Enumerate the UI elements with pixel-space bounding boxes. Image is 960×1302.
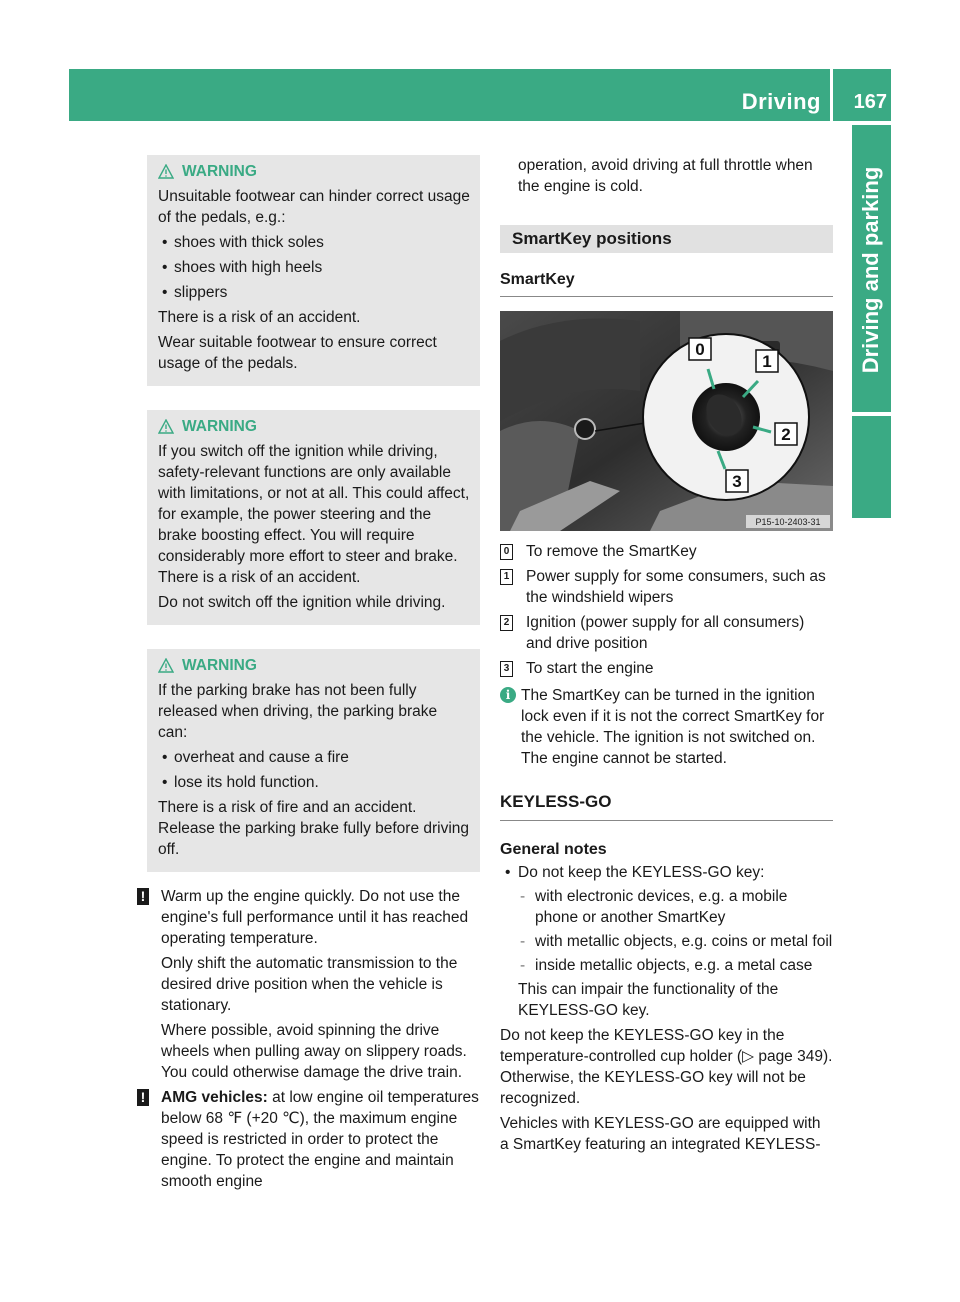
- section-heading-keyless-go: KEYLESS-GO: [500, 791, 833, 821]
- continued-text: operation, avoid driving at full throttle when the engine is cold.: [518, 157, 813, 195]
- bullet-item: • overheat and cause a fire: [158, 747, 470, 768]
- warning-text: There is a risk of fire and an accident. Release the parking brake fully before driving off.: [158, 799, 470, 858]
- callout-1: 1: [762, 352, 772, 371]
- position-number: 3: [500, 661, 513, 677]
- exclamation-icon: !: [137, 1089, 149, 1106]
- position-number: 0: [500, 544, 513, 560]
- info-icon: i: [500, 687, 516, 703]
- warning-box: [147, 155, 480, 386]
- warning-text: Wear suitable footwear to ensure correct usage of the pedals.: [158, 334, 437, 372]
- dash-item: - inside metallic objects, e.g. a metal case: [500, 955, 833, 976]
- bullet-item: • shoes with thick soles: [158, 232, 470, 253]
- list-item: [500, 658, 833, 679]
- list-item: [500, 541, 833, 562]
- position-text: To start the engine: [526, 660, 654, 677]
- list-item: [500, 566, 833, 608]
- callout-2: 2: [781, 425, 791, 444]
- info-text: The SmartKey can be turned in the ignition lock even if it is not the correct SmartKey for the vehicle. The ignition is not switched on. The engine cannot be started.: [521, 687, 825, 767]
- warning-box: [147, 649, 480, 872]
- bullet-item: • lose its hold function.: [158, 772, 470, 793]
- figure-code: P15-10-2403-31: [755, 517, 821, 527]
- warning-text: There is a risk of an accident.: [158, 309, 361, 326]
- position-number: 2: [500, 615, 513, 631]
- note-text: Only shift the automatic transmission to the desired drive position when the vehicle is stationary.: [161, 955, 458, 1014]
- warning-title: WARNING: [182, 418, 257, 435]
- caution-note: [137, 1087, 480, 1192]
- warning-triangle-icon: [158, 419, 174, 434]
- bullet-item: • slippers: [158, 282, 470, 303]
- header-separator: [830, 69, 833, 121]
- body-text: This can impair the functionality of the KEYLESS-GO key.: [518, 981, 779, 1019]
- chapter-tab-label: Driving and parking: [858, 166, 883, 374]
- right-column: [500, 155, 833, 1159]
- note-bold-label: AMG vehicles:: [161, 1089, 268, 1106]
- warning-lead: Unsuitable footwear can hinder correct usage of the pedals, e.g.:: [158, 188, 470, 226]
- subheading-general-notes: General notes: [500, 841, 607, 858]
- exclamation-icon: !: [137, 888, 149, 905]
- position-text: Ignition (power supply for all consumers) and drive position: [526, 614, 805, 652]
- left-column: [140, 155, 480, 1196]
- list-item: [500, 612, 833, 654]
- callout-0: 0: [695, 340, 705, 359]
- dash-item: - with electronic devices, e.g. a mobile phone or another SmartKey: [500, 886, 833, 928]
- bullet-item: • Do not keep the KEYLESS-GO key:: [500, 862, 833, 883]
- dash-item: - with metallic objects, e.g. coins or metal foil: [500, 931, 833, 952]
- note-text: Where possible, avoid spinning the drive wheels when pulling away on slippery roads. You could otherwise damage the drive train.: [161, 1022, 467, 1081]
- note-text: Warm up the engine quickly. Do not use the engine's full performance until it has reached operating temperature.: [161, 888, 469, 947]
- subheading: SmartKey: [500, 269, 833, 297]
- position-number: 1: [500, 569, 513, 585]
- warning-title: WARNING: [182, 163, 257, 180]
- bullet-item: • shoes with high heels: [158, 257, 470, 278]
- page-header: [69, 69, 891, 121]
- callout-3: 3: [732, 472, 742, 491]
- smartkey-ignition-photo: [500, 311, 833, 531]
- warning-title: WARNING: [182, 657, 257, 674]
- section-heading: SmartKey positions: [500, 225, 833, 253]
- body-text: Vehicles with KEYLESS-GO are equipped with a SmartKey featuring an integrated KEYLESS-: [500, 1115, 821, 1153]
- position-text: To remove the SmartKey: [526, 543, 697, 560]
- warning-triangle-icon: [158, 164, 174, 179]
- warning-box: [147, 410, 480, 625]
- info-note: [500, 685, 833, 769]
- page-number: 167: [853, 91, 887, 113]
- caution-note: [137, 886, 480, 1083]
- note-text: at low engine oil temperatures below 68 ℉ (+20 ℃), the maximum engine speed is restricted in order to protect the engine. To protect the engine and maintain smooth engine: [161, 1089, 479, 1190]
- chapter-tab-block: [852, 416, 891, 518]
- body-text: Do not keep the KEYLESS-GO key in the temperature-controlled cup holder (▷ page 349). Otherwise, the KEYLESS-GO key will not be recognized.: [500, 1027, 833, 1107]
- warning-triangle-icon: [158, 658, 174, 673]
- header-title: Driving: [741, 89, 821, 114]
- warning-text: Do not switch off the ignition while driving.: [158, 594, 446, 611]
- warning-text: If you switch off the ignition while driving, safety-relevant functions are only available with limitations, or not at all. This could affect, for example, the power steering and the brake boosting effect. You will require considerably more effort to steer and brake. There is a risk of an accident.: [158, 443, 470, 586]
- warning-lead: If the parking brake has not been fully released when driving, the parking brake can:: [158, 682, 438, 741]
- position-text: Power supply for some consumers, such as the windshield wipers: [526, 568, 826, 606]
